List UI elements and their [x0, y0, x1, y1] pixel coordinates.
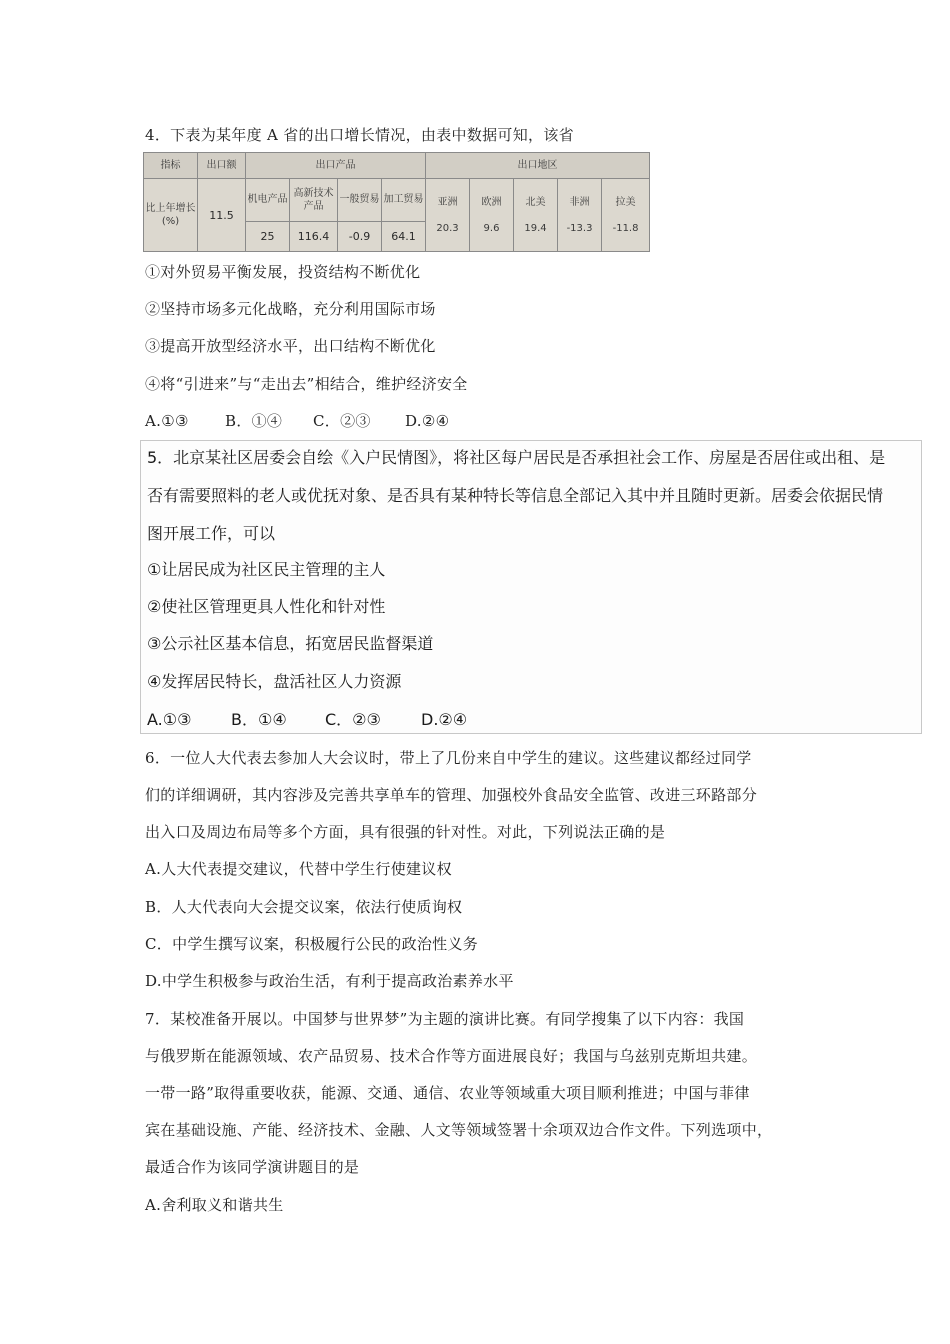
q4-item: ①对外贸易平衡发展，投资结构不断优化 [145, 263, 421, 281]
q5-item: ①让居民成为社区民主管理的主人 [147, 560, 386, 579]
q5-stem-line: 否有需要照料的老人或优抚对象、是否具有某种特长等信息全部记入其中并且随时更新。居委会依据民情 [147, 486, 884, 505]
q4-option: D.②④ [405, 412, 450, 430]
region-value: -13.3 [566, 222, 593, 234]
region-cell [514, 179, 558, 252]
region-cell [558, 179, 602, 252]
q6-option: A.人大代表提交建议，代替中学生行使建议权 [145, 860, 452, 878]
region-name: 拉美 [615, 196, 636, 208]
q4-item: ④将“引进来”与“走出去”相结合，维护经济安全 [145, 375, 468, 393]
q7-stem-line: 最适合作为该同学演讲题目的是 [145, 1158, 360, 1176]
region-value: -11.8 [612, 222, 639, 234]
q4-item: ②坚持市场多元化战略，充分利用国际市场 [145, 300, 436, 318]
export-amount-value: 11.5 [198, 179, 246, 252]
product-value: 25 [246, 221, 290, 251]
q5-option: B．①④ [231, 710, 287, 729]
q5-scanned-block [140, 440, 922, 734]
q6-option: C．中学生撰写议案，积极履行公民的政治性义务 [145, 935, 479, 953]
q4-item: ③提高开放型经济水平，出口结构不断优化 [145, 337, 436, 355]
product-name: 机电产品 [246, 179, 290, 221]
q5-option: A.①③ [147, 710, 192, 729]
product-name: 高新技术产品 [290, 179, 338, 221]
region-cell [470, 179, 514, 252]
q7-stem-line: 与俄罗斯在能源领域、农产品贸易、技术合作等方面进展良好；我国与乌兹别克斯坦共建。 [145, 1047, 758, 1065]
q6-stem-line: 们的详细调研，其内容涉及完善共享单车的管理、加强校外食品安全监管、改进三环路部分 [145, 786, 758, 804]
q5-options [147, 709, 467, 731]
header-export-amount: 出口额 [198, 153, 246, 179]
region-name: 北美 [525, 196, 546, 208]
region-cell [426, 179, 470, 252]
product-value: 64.1 [382, 221, 426, 251]
q4-stem: 4．下表为某年度 A 省的出口增长情况，由表中数据可知，该省 [145, 126, 574, 144]
q5-option: C．②③ [325, 710, 381, 729]
q6-stem-line: 6．一位人大代表去参加人大会议时，带上了几份来自中学生的建议。这些建议都经过同学 [145, 749, 752, 767]
region-cell [602, 179, 650, 252]
header-export-regions: 出口地区 [426, 153, 650, 179]
region-value: 20.3 [436, 222, 459, 234]
q5-stem-line: 图开展工作，可以 [147, 524, 276, 543]
row-label: 比上年增长 (%) [144, 179, 198, 252]
header-indicator: 指标 [144, 153, 198, 179]
q6-stem-line: 出入口及周边布局等多个方面，具有很强的针对性。对此，下列说法正确的是 [145, 823, 666, 841]
q5-item: ④发挥居民特长，盘活社区人力资源 [147, 672, 402, 691]
product-value: 116.4 [290, 221, 338, 251]
q7-option: A.舍利取义和谐共生 [145, 1196, 284, 1214]
region-name: 非洲 [569, 196, 590, 208]
q6-option: B．人大代表向大会提交议案，依法行使质询权 [145, 898, 463, 916]
region-name: 欧洲 [481, 196, 502, 208]
header-export-products: 出口产品 [246, 153, 426, 179]
region-name: 亚洲 [437, 196, 458, 208]
q5-stem-line: 5．北京某社区居委会自绘《入户民情图》，将社区每户居民是否承担社会工作、房屋是否居住或出租、是 [147, 448, 886, 467]
export-growth-table [143, 152, 649, 252]
q4-option: B．①④ [225, 412, 283, 430]
q5-option: D.②④ [421, 710, 468, 729]
q6-option: D.中学生积极参与政治生活，有利于提高政治素养水平 [145, 972, 514, 990]
q5-item: ②使社区管理更具人性化和针对性 [147, 597, 386, 616]
q7-stem-line: 一带一路”取得重要收获，能源、交通、通信、农业等领域重大项目顺利推进；中国与菲律 [145, 1084, 750, 1102]
region-value: 9.6 [483, 222, 500, 234]
product-name: 一般贸易 [338, 179, 382, 221]
q7-stem-line: 宾在基础设施、产能、经济技术、金融、人文等领域签署十余项双边合作文件。下列选项中， [145, 1121, 773, 1139]
product-value: -0.9 [338, 221, 382, 251]
product-name: 加工贸易 [382, 179, 426, 221]
q4-option: A.①③ [145, 412, 189, 430]
q4-option: C．②③ [313, 412, 371, 430]
q5-item: ③公示社区基本信息，拓宽居民监督渠道 [147, 634, 434, 653]
q7-stem-line: 7．某校准备开展以。中国梦与世界梦”为主题的演讲比赛。有同学搜集了以下内容：我国 [145, 1010, 745, 1028]
region-value: 19.4 [524, 222, 547, 234]
q4-options [145, 411, 449, 431]
